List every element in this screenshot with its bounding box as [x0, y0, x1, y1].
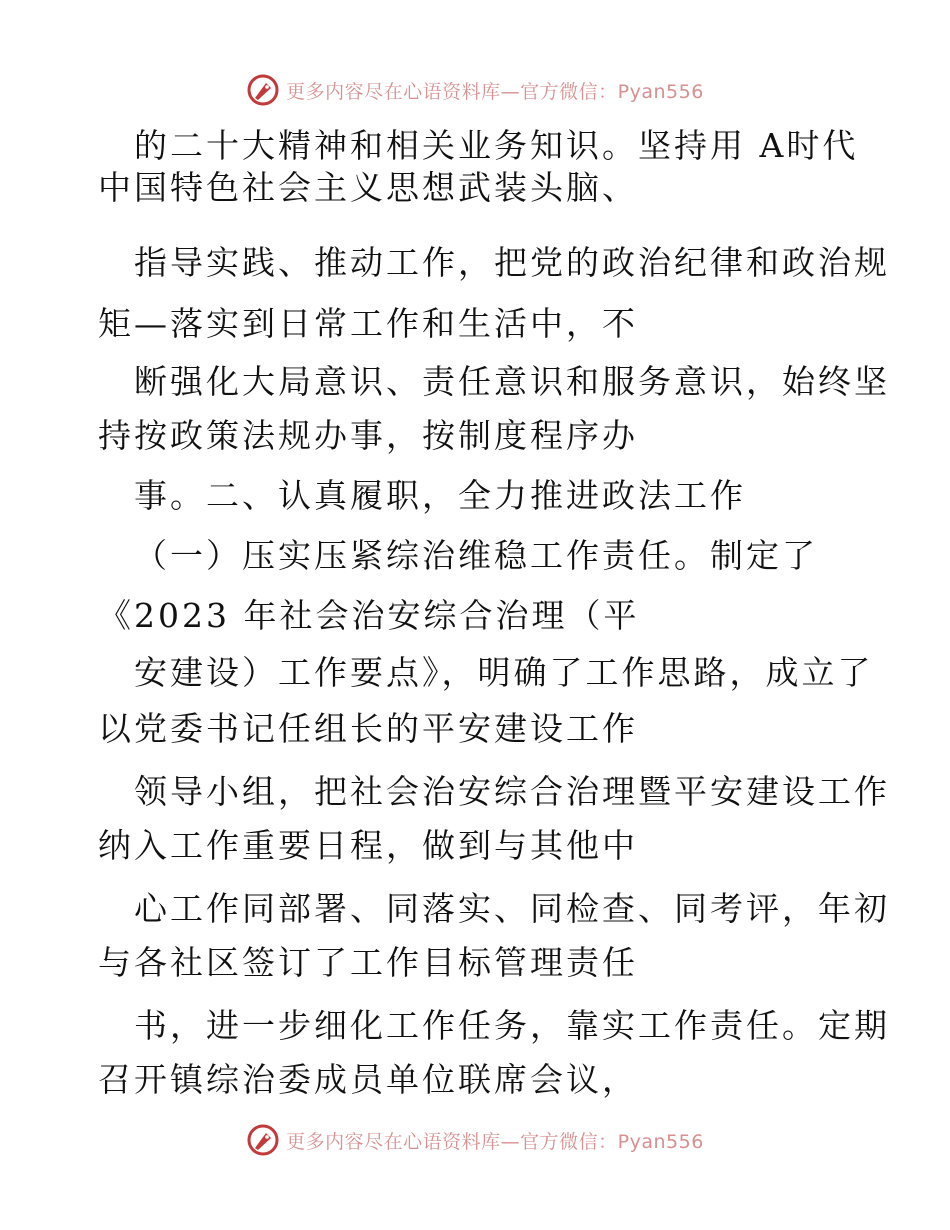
watermark-text: 更多内容尽在心语资料库—官方微信：Pyan556 — [286, 80, 704, 103]
footer-watermark-banner — [0, 1120, 950, 1160]
text-line: 纳入工作重要日程，做到与其他中 — [98, 826, 638, 865]
pen-nib-logo-icon — [246, 1123, 280, 1157]
text-line: 持按政策法规办事，按制度程序办 — [98, 416, 638, 455]
text-line: 指导实践、推动工作，把党的政治纪律和政治规 — [134, 243, 890, 282]
text-line: 《2023 年社会治安综合治理（平 — [98, 596, 640, 635]
text-line: 心工作同部署、同落实、同检查、同考评，年初 — [134, 889, 890, 928]
text-line: 断强化大局意识、责任意识和服务意识，始终坚 — [134, 362, 890, 401]
text-line: 领导小组，把社会治安综合治理暨平安建设工作 — [134, 772, 890, 811]
text-line: 召开镇综治委成员单位联席会议， — [98, 1060, 638, 1099]
text-line: 书，进一步细化工作任务，靠实工作责任。定期 — [134, 1006, 890, 1045]
text-line: 中国特色社会主义思想武装头脑、 — [98, 168, 638, 207]
text-line: 事。二、认真履职，全力推进政法工作 — [134, 476, 746, 515]
text-line: （一）压实压紧综治维稳工作责任。制定了 — [134, 536, 818, 575]
pen-nib-logo-icon — [246, 73, 280, 107]
text-line: 的二十大精神和相关业务知识。坚持用 A时代 — [134, 126, 859, 165]
text-line: 以党委书记任组长的平安建设工作 — [98, 709, 638, 748]
watermark-text: 更多内容尽在心语资料库—官方微信：Pyan556 — [286, 1130, 704, 1153]
text-line: 矩—落实到日常工作和生活中，不 — [98, 304, 638, 343]
text-line: 安建设）工作要点》，明确了工作思路，成立了 — [134, 653, 874, 692]
text-line: 与各社区签订了工作目标管理责任 — [98, 943, 638, 982]
header-watermark-banner — [0, 70, 950, 110]
